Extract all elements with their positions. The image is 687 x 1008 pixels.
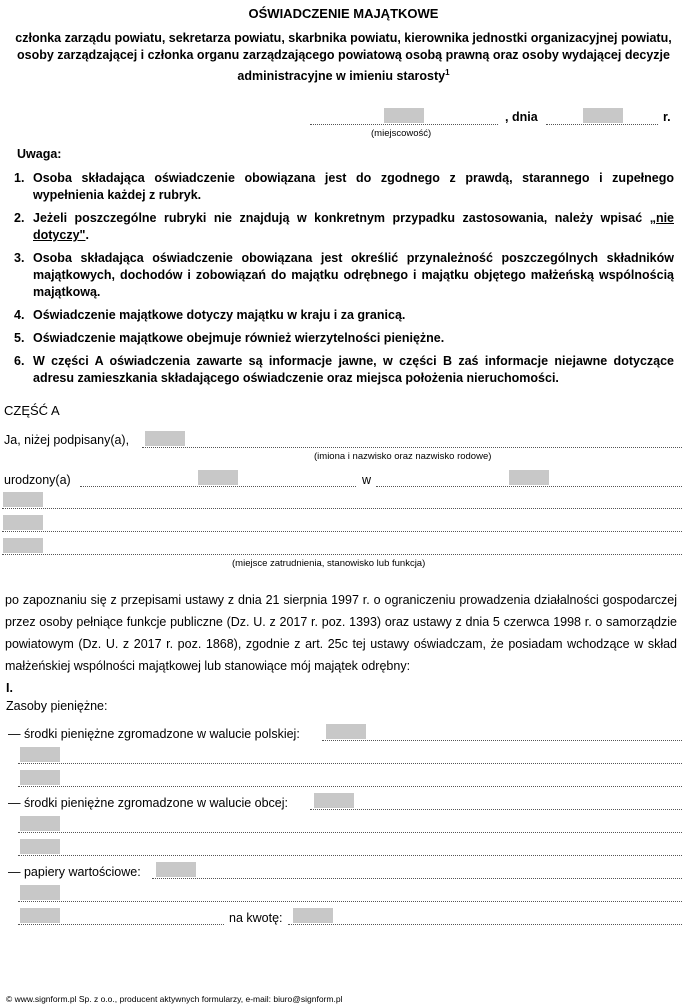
declaration-paragraph: po zapoznaniu się z przepisami ustawy z dnia 21 sierpnia 1997 r. o ograniczeniu prowadzenia działalności gospodarczej przez osoby pełniące funkcje publiczne (Dz. U. z 2017 r. poz. 1393) oraz ustawy z dnia 5 czerwca 1998 r. o samorządzie powiatowym (Dz. U. z 2017 r. poz. 1868), zgodnie z art. 25c tej ustawy oświadczam, że posiadam wchodzące w skład małżeńskiej wspólności majątkowej lub stanowiące mój majątek odrębny: [5,593,677,673]
job-dotted-line-1 [2,508,682,509]
item-number: 3. [14,251,25,265]
foreign-dotted-line-3 [18,855,682,856]
subtitle-text: członka zarządu powiatu, sekretarza powiatu, skarbnika powiatu, kierownika jednostki organizacyjnej powiatu, osoby zarządzającej i członka organu zarządzającego powiatową osobą prawną oraz osoby wydającej decyzje administracyjne w imieniu starosty [15,31,672,84]
item-number: 1. [14,171,25,185]
section-numeral: I. [6,681,13,695]
names-caption: (imiona i nazwisko oraz nazwisko rodowe) [314,451,492,462]
item-text: Osoba składająca oświadczenie obowiązana jest określić przynależność poszczególnych składników majątkowych, dochodów i zobowiązań do majątku odrębnego i majątku objętego małżeńską wspólnością majątkową. [33,251,674,299]
instruction-item [12,210,674,244]
item-text: Osoba składająca oświadczenie obowiązana jest do zgodnego z prawdą, starannego i zupełnego wypełnienia każdej z rubryk. [33,171,674,202]
securities-field[interactable] [156,862,196,877]
pln-dotted-line-3 [18,786,682,787]
securities-dotted-line-3 [18,924,224,925]
job-field-2[interactable] [3,515,43,530]
birthdate-dotted-line [80,486,356,487]
job-caption: (miejsce zatrudnienia, stanowisko lub funkcja) [232,558,426,569]
instructions-list [12,170,674,393]
item-text: Oświadczenie majątkowe dotyczy majątku w kraju i za granicą. [33,308,406,322]
securities-label: — papiery wartościowe: [8,865,141,879]
instruction-item [12,170,674,204]
item-text: Jeżeli poszczególne rubryki nie znajdują w konkretnym przypadku zastosowania, należy wpisać [33,211,650,225]
instruction-item [12,307,674,324]
pln-dotted-line-2 [18,763,682,764]
amount-label: na kwotę: [229,911,283,925]
part-a-heading: CZĘŚĆ A [4,403,60,418]
foreign-field-3[interactable] [20,839,60,854]
item-number: 2. [14,211,25,225]
signed-label: Ja, niżej podpisany(a), [4,433,130,447]
pln-label: — środki pieniężne zgromadzone w walucie polskiej: [8,727,300,741]
document-subtitle [8,30,679,85]
birthplace-label: w [362,473,372,487]
place-dotted-line [310,124,498,125]
job-dotted-line-3 [2,554,682,555]
foreign-dotted-line-2 [18,832,682,833]
instruction-item [12,250,674,301]
securities-field-2[interactable] [20,885,60,900]
foreign-dotted-line [310,809,682,810]
date-field[interactable] [583,108,623,123]
birthplace-field[interactable] [509,470,549,485]
amount-dotted-line [288,924,682,925]
names-dotted-line [142,447,682,448]
foreign-label: — środki pieniężne zgromadzone w walucie obcej: [8,796,289,810]
job-field-3[interactable] [3,538,43,553]
item-number: 4. [14,308,25,322]
foreign-field[interactable] [314,793,354,808]
birthdate-field[interactable] [198,470,238,485]
section-heading: Zasoby pieniężne: [6,699,108,713]
pln-dotted-line [322,740,682,741]
footer-text: © www.signform.pl Sp. z o.o., producent aktywnych formularzy, e-mail: biuro@signform.pl [6,994,343,1004]
item-text: Oświadczenie majątkowe obejmuje również wierzytelności pieniężne. [33,331,445,345]
foreign-field-2[interactable] [20,816,60,831]
pln-field-2[interactable] [20,747,60,762]
item-emphasis: „nie dotyczy" [33,211,674,242]
securities-dotted-line-2 [18,901,682,902]
job-field-1[interactable] [3,492,43,507]
securities-field-3[interactable] [20,908,60,923]
place-field[interactable] [384,108,424,123]
document-title: OŚWIADCZENIE MAJĄTKOWE [248,6,439,21]
footnote-mark: 1 [445,68,450,77]
item-tail: . [85,228,89,242]
pln-field-3[interactable] [20,770,60,785]
instruction-item [12,353,674,387]
pln-field[interactable] [326,724,366,739]
born-label: urodzony(a) [4,473,71,487]
amount-field[interactable] [293,908,333,923]
uwaga-heading: Uwaga: [17,147,62,161]
securities-dotted-line [152,878,682,879]
birthplace-dotted-line [376,486,682,487]
instruction-item [12,330,674,347]
item-number: 5. [14,331,25,345]
place-caption: (miejscowość) [371,128,432,139]
year-suffix: r. [663,110,671,124]
date-dotted-line [546,124,658,125]
job-dotted-line-2 [2,531,682,532]
names-field[interactable] [145,431,185,446]
item-number: 6. [14,354,25,368]
item-text: W części A oświadczenia zawarte są informacje jawne, w części B zaś informacje niejawne dotyczące adresu zamieszkania składającego oświadczenie oraz miejsca położenia nieruchomości. [33,354,674,385]
date-label: , dnia [505,110,538,124]
